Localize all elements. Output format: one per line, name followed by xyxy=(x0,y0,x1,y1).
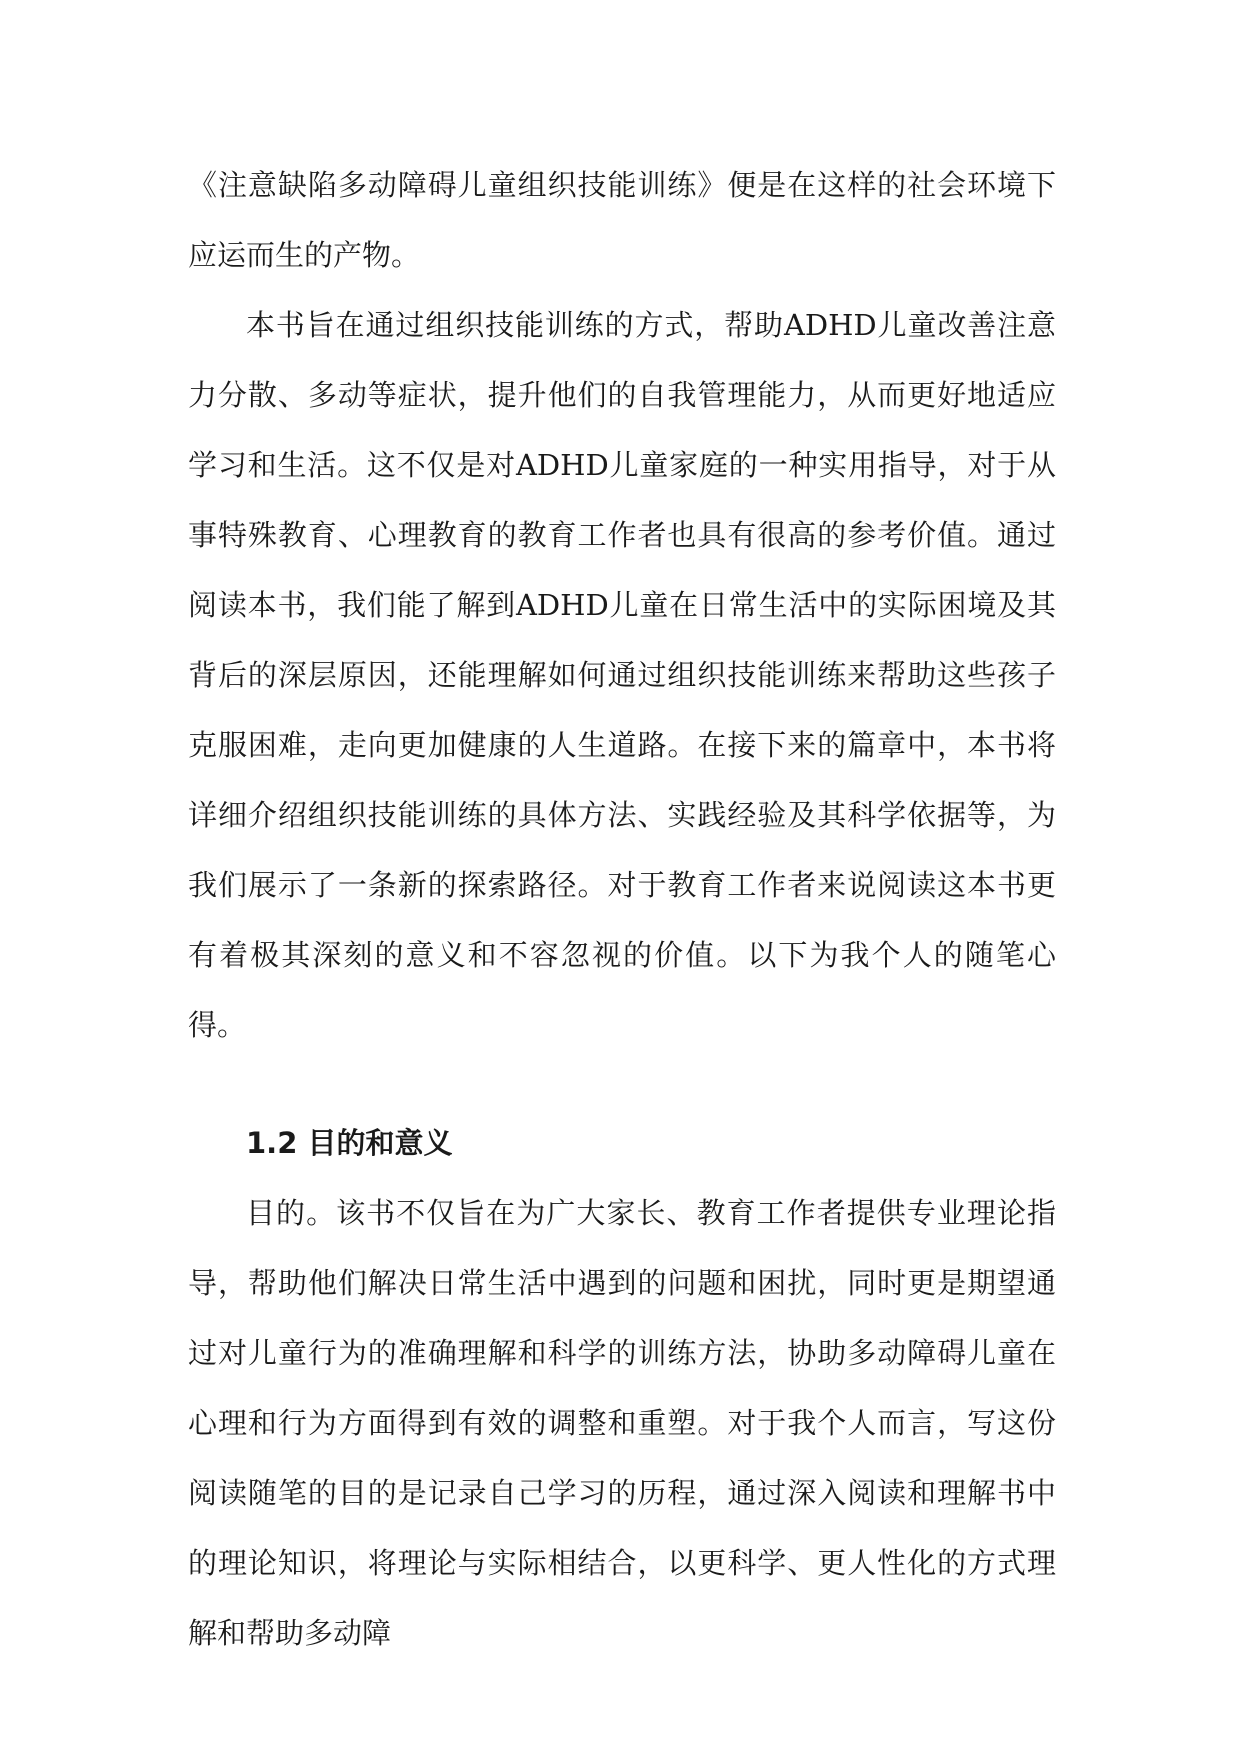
paragraph-book-purpose: 本书旨在通过组织技能训练的方式，帮助ADHD儿童改善注意力分散、多动等症状，提升他们的自我管理能力，从而更好地适应学习和生活。这不仅是对ADHD儿童家庭的一种实用指导，对于从事特殊教育、心理教育的教育工作者也具有很高的参考价值。通过阅读本书，我们能了解到ADHD儿童在日常生活中的实际困境及其背后的深层原因，还能理解如何通过组织技能训练来帮助这些孩子克服困难，走向更加健康的人生道路。在接下来的篇章中，本书将详细介绍组织技能训练的具体方法、实践经验及其科学依据等，为我们展示了一条新的探索路径。对于教育工作者来说阅读这本书更有着极其深刻的意义和不容忽视的价值。以下为我个人的随笔心得。 xyxy=(188,308,1056,1042)
paragraph-purpose: 目的。该书不仅旨在为广大家长、教育工作者提供专业理论指导，帮助他们解决日常生活中遇到的问题和困扰，同时更是期望通过对儿童行为的准确理解和科学的训练方法，协助多动障碍儿童在心理和行为方面得到有效的调整和重塑。对于我个人而言，写这份阅读随笔的目的是记录自己学习的历程，通过深入阅读和理解书中的理论知识，将理论与实际相结合，以更科学、更人性化的方式理解和帮助多动障 xyxy=(188,1196,1056,1650)
document-body xyxy=(188,150,1056,1668)
paragraph-intro-continuation: 《注意缺陷多动障碍儿童组织技能训练》便是在这样的社会环境下应运而生的产物。 xyxy=(188,168,1056,272)
section-heading: 1.2 目的和意义 xyxy=(246,1126,453,1160)
